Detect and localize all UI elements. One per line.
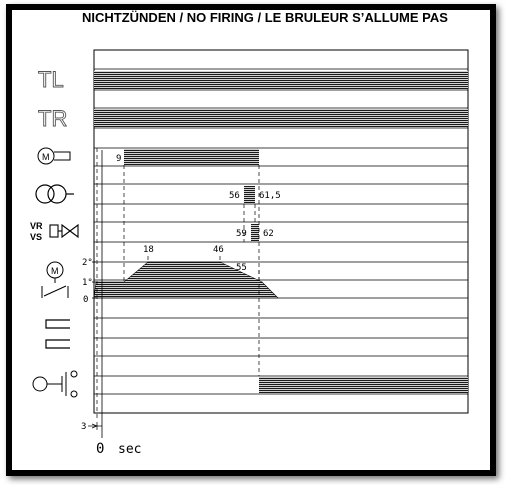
damper-pos-1-label: 1° [82,278,93,288]
time-zero-label: 0 [96,441,105,457]
fan-motor-bar [124,149,259,165]
ignition-transformer-icon [36,185,74,203]
valve-bar [251,224,259,241]
tr-label: TR [38,106,68,131]
damper-close-mark: 55 [236,263,247,273]
air-damper-motor-icon [42,262,68,298]
time-unit-label: sec [118,442,142,457]
valve-vr-label: VR [30,221,43,231]
tl-signal-bar [94,71,468,89]
alarm-output-bar [259,377,468,393]
chart-area [94,50,468,413]
diagram-title: NICHTZÜNDEN / NO FIRING / LE BRULEUR S’ALLUME PAS [82,10,448,25]
tl-label: TL [38,67,64,92]
pre-start-bracket [88,422,102,430]
pre-start-mark: 3 [81,422,87,432]
damper-motor-m-label: M [51,266,59,276]
fan-motor-icon [38,148,70,164]
alarm-output-icon [33,371,77,397]
fuel-valve-icon [30,221,78,242]
flame-sensor-icon [46,320,70,348]
damper-top-end-mark: 46 [213,245,224,255]
tr-signal-bar [94,109,468,127]
valve-on-mark: 59 [236,229,247,239]
ignition-bar [244,186,255,203]
thermostat-tl-icon [38,67,64,92]
damper-pos-0-label: 0 [83,295,89,305]
fan-start-mark: 9 [116,154,122,164]
ignition-off-mark: 61,5 [259,191,281,201]
fan-motor-m-label: M [42,152,50,162]
damper-pos-2-label: 2° [82,258,93,268]
thermostat-tr-icon [38,106,67,131]
ignition-on-mark: 56 [229,191,240,201]
valve-off-mark: 62 [263,229,274,239]
damper-up-mark: 18 [143,245,154,255]
valve-vs-label: VS [30,232,43,242]
